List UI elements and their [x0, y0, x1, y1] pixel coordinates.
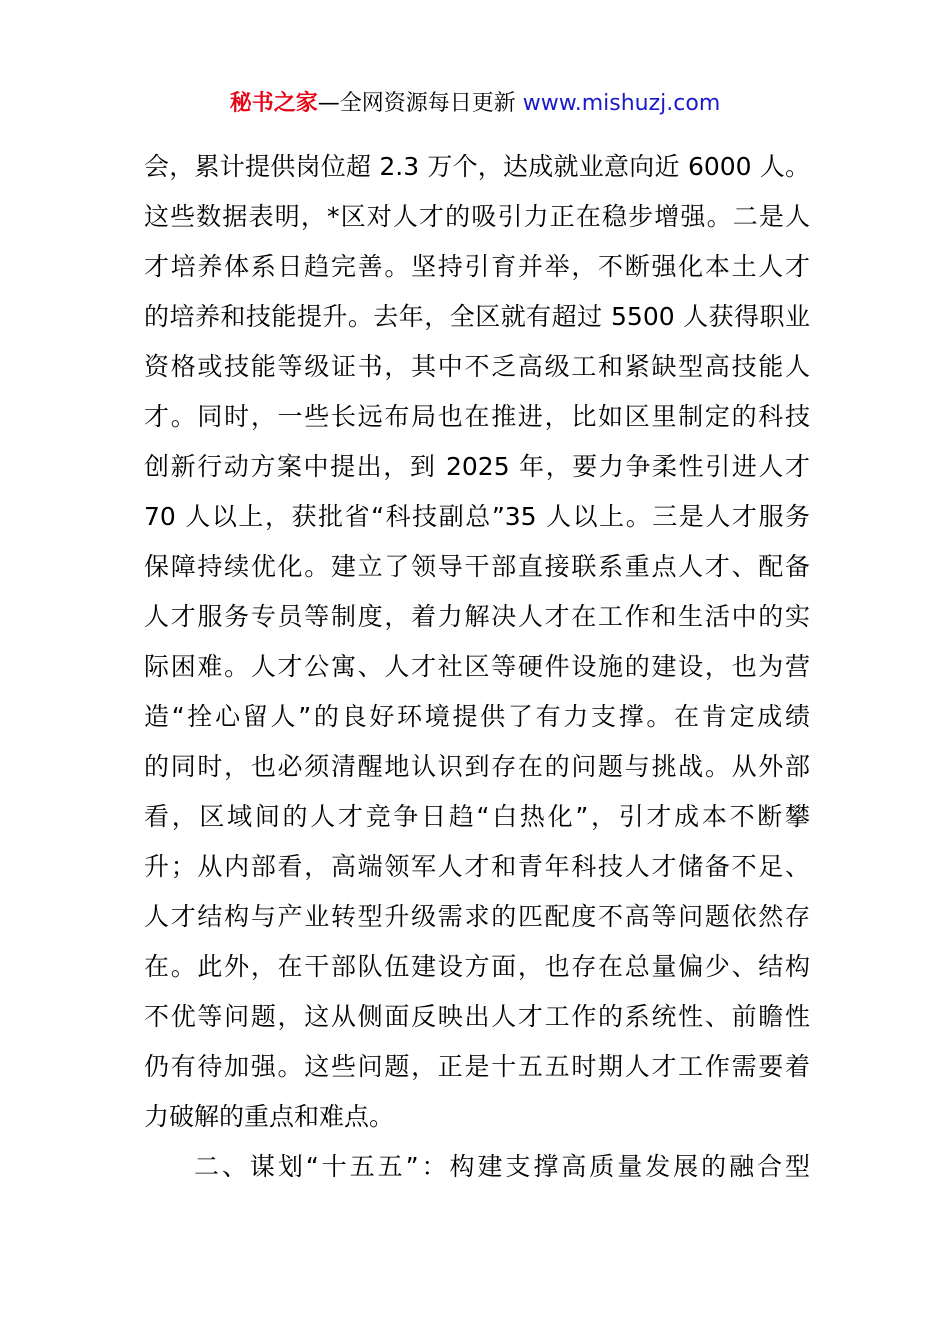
body-line: 仍有待加强。这些问题，正是十五五时期人才工作需要着 [144, 1052, 810, 1081]
body-line: 的培养和技能提升。去年，全区就有超过 5500 人获得职业 [144, 302, 810, 331]
site-brand: 秘书之家 [229, 91, 318, 116]
body-line: 在。此外，在干部队伍建设方面，也存在总量偏少、结构 [144, 952, 810, 981]
site-url-link[interactable]: www.mishuzj.com [522, 91, 721, 116]
document-body [144, 142, 810, 1192]
body-line: 际困难。人才公寓、人才社区等硬件设施的建设，也为营 [144, 652, 810, 681]
section-heading: 二、谋划“十五五”：构建支撑高质量发展的融合型 [194, 1152, 810, 1181]
body-line: 的同时，也必须清醒地认识到存在的问题与挑战。从外部 [144, 752, 810, 781]
body-line: 人才服务专员等制度，着力解决人才在工作和生活中的实 [144, 602, 810, 631]
body-line: 升；从内部看，高端领军人才和青年科技人才储备不足、 [144, 852, 810, 881]
body-line: 人才结构与产业转型升级需求的匹配度不高等问题依然存 [144, 902, 810, 931]
body-line: 保障持续优化。建立了领导干部直接联系重点人才、配备 [144, 552, 810, 581]
body-line: 才。同时，一些长远布局也在推进，比如区里制定的科技 [144, 402, 810, 431]
site-slogan: —全网资源每日更新 [317, 91, 523, 116]
body-line: 会，累计提供岗位超 2.3 万个，达成就业意向近 6000 人。 [144, 152, 810, 181]
body-line: 才培养体系日趋完善。坚持引育并举，不断强化本土人才 [144, 252, 810, 281]
body-line: 70 人以上，获批省“科技副总”35 人以上。三是人才服务 [144, 502, 810, 531]
site-header [0, 86, 950, 122]
body-line: 不优等问题，这从侧面反映出人才工作的系统性、前瞻性 [144, 1002, 810, 1031]
body-line: 资格或技能等级证书，其中不乏高级工和紧缺型高技能人 [144, 352, 810, 381]
body-line: 造“拴心留人”的良好环境提供了有力支撑。在肯定成绩 [144, 702, 810, 731]
body-line: 力破解的重点和难点。 [144, 1102, 395, 1131]
body-line: 这些数据表明，*区对人才的吸引力正在稳步增强。二是人 [144, 202, 810, 231]
body-line: 看，区域间的人才竞争日趋“白热化”，引才成本不断攀 [144, 802, 810, 831]
body-line: 创新行动方案中提出，到 2025 年，要力争柔性引进人才 [144, 452, 810, 481]
